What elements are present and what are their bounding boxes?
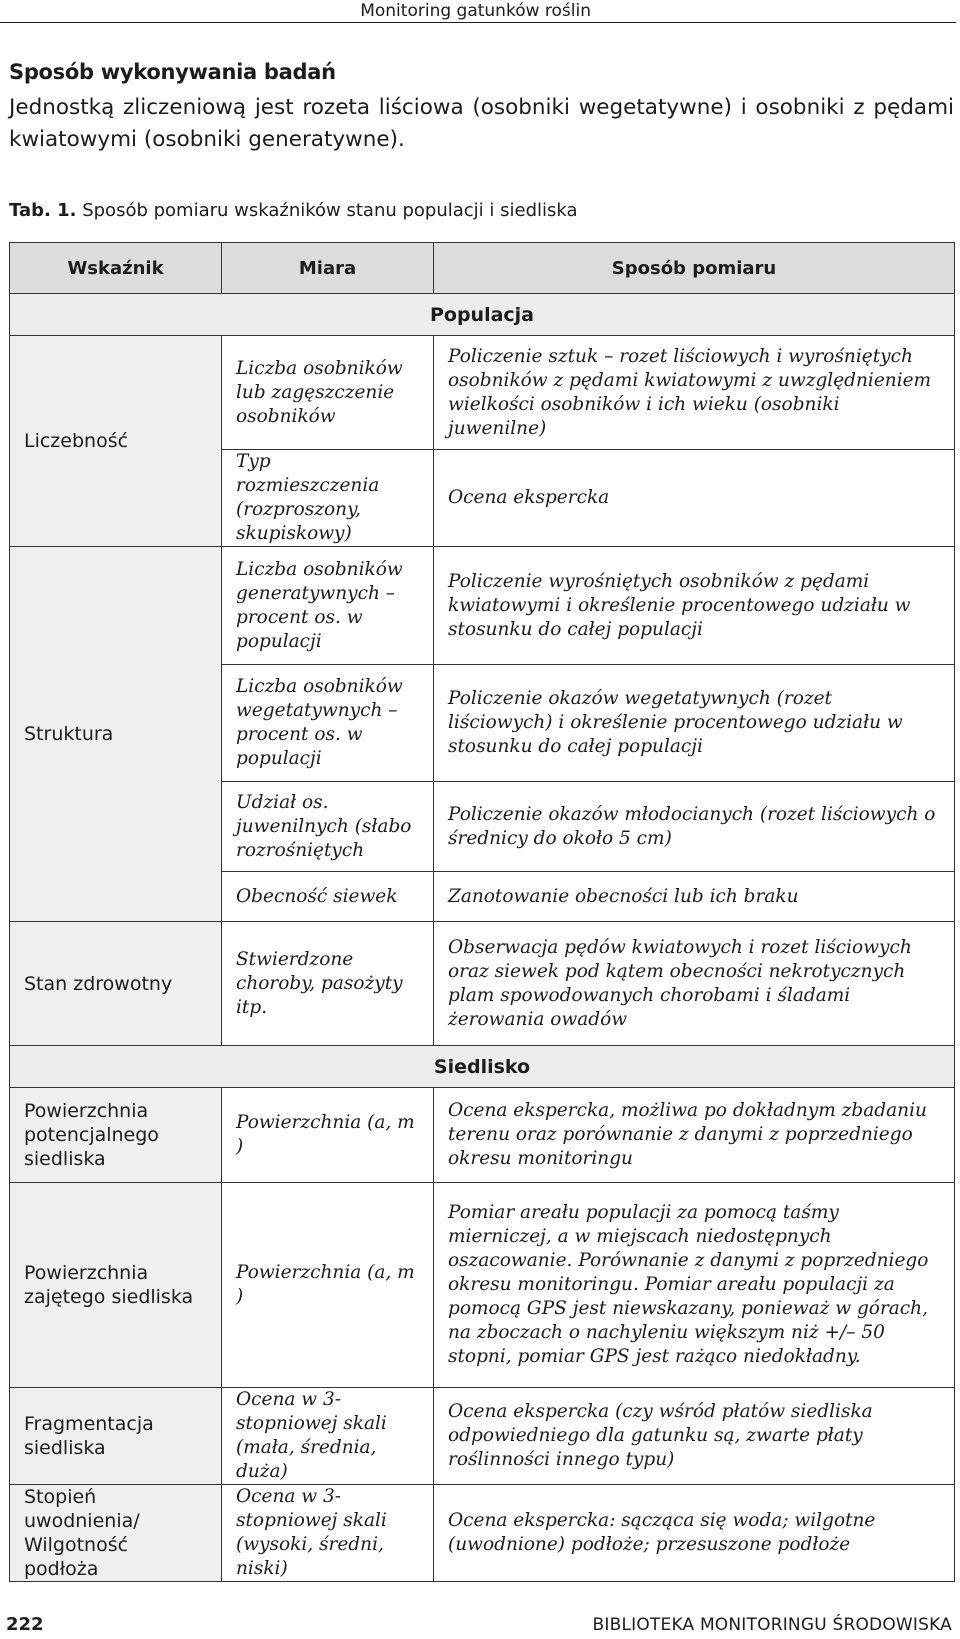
- section-label-populacja: Populacja: [10, 294, 955, 336]
- running-header: [0, 0, 956, 23]
- table-row: [10, 922, 955, 1046]
- section-title: Sposób wykonywania badań: [9, 60, 336, 84]
- method-cell: Zanotowanie obecności lub ich braku: [434, 872, 955, 922]
- measure-cell: Powierzchnia (a, m ): [222, 1088, 434, 1183]
- method-cell: Policzenie sztuk – rozet liściowych i wyrośniętych osobników z pędami kwiatowymi z uwzględnieniem wielkości osobników i ich wieku (osobniki juwenilne): [434, 336, 955, 450]
- method-cell: Ocena ekspercka (czy wśród płatów siedliska odpowiedniego dla gatunku są, zwarte płaty roślinności innego typu): [434, 1388, 955, 1485]
- section-label-siedlisko: Siedlisko: [10, 1046, 955, 1088]
- indicator-liczebnosc: Liczebność: [10, 336, 222, 547]
- measure-cell: Ocena w 3-stopniowej skali (wysoki, średni, niski): [222, 1485, 434, 1582]
- indicator-stan-zdrowotny: Stan zdrowotny: [10, 922, 222, 1046]
- method-cell: Obserwacja pędów kwiatowych i rozet liściowych oraz siewek pod kątem obecności nekrotycznych plam spowodowanych chorobami i śladami żerowania owadów: [434, 922, 955, 1046]
- table-row: [10, 1183, 955, 1388]
- measure-cell: Liczba osobników wegetatywnych – procent os. w populacji: [222, 665, 434, 782]
- table-caption-text: Sposób pomiaru wskaźników stanu populacji i siedliska: [82, 200, 578, 221]
- intro-paragraph: Jednostką zliczeniową jest rozeta liściowa (osobniki wegetatywne) i osobniki z pędami kwiatowymi (osobniki generatywne).: [9, 95, 954, 152]
- measure-cell: Udział os. juwenilnych (słabo rozrośniętych: [222, 782, 434, 872]
- table-row: [10, 336, 955, 450]
- table-caption-label: Tab. 1.: [9, 200, 77, 221]
- section-row-siedlisko: [10, 1046, 955, 1088]
- measure-cell: Stwierdzone choroby, pasożyty itp.: [222, 922, 434, 1046]
- method-cell: Policzenie okazów młodocianych (rozet liściowych o średnicy do około 5 cm): [434, 782, 955, 872]
- method-cell: Ocena ekspercka: [434, 450, 955, 547]
- measure-cell: Liczba osobników generatywnych – procent os. w populacji: [222, 547, 434, 665]
- measure-cell: Typ rozmieszczenia (rozproszony, skupiskowy): [222, 450, 434, 547]
- table-caption: [9, 200, 578, 221]
- page-number: 222: [6, 1614, 44, 1635]
- method-cell: Ocena ekspercka: sącząca się woda; wilgotne (uwodnione) podłoże; przesuszone podłoże: [434, 1485, 955, 1582]
- header-wskaznik: Wskaźnik: [10, 243, 222, 294]
- section-row-populacja: [10, 294, 955, 336]
- indicator-fragmentacja-siedliska: Fragmentacja siedliska: [10, 1388, 222, 1485]
- method-cell: Policzenie wyrośniętych osobników z pędami kwiatowymi i określenie procentowego udziału w stosunku do całej populacji: [434, 547, 955, 665]
- measure-cell: Obecność siewek: [222, 872, 434, 922]
- running-title: Monitoring gatunków roślin: [360, 1, 591, 21]
- header-miara: Miara: [222, 243, 434, 294]
- measure-cell: Ocena w 3-stopniowej skali (mała, średnia, duża): [222, 1388, 434, 1485]
- table-row: [10, 1485, 955, 1582]
- measure-cell: Liczba osobników lub zagęszczenie osobników: [222, 336, 434, 450]
- indicator-powierzchnia-zajetego-siedliska: Powierzchnia zajętego siedliska: [10, 1183, 222, 1388]
- table-row: [10, 1388, 955, 1485]
- table-row: [10, 1088, 955, 1183]
- method-cell: Pomiar areału populacji za pomocą taśmy mierniczej, a w miejscach niedostępnych oszacowanie. Porównanie z danymi z poprzedniego okresu monitoringu. Pomiar areału populacji za pomocą GPS jest niewskazany, ponieważ w górach, na zboczach o nachyleniu większym niż +/– 50 stopni, pomiar GPS jest rażąco niedokładny.: [434, 1183, 955, 1388]
- indicator-struktura: Struktura: [10, 547, 222, 922]
- method-cell: Ocena ekspercka, możliwa po dokładnym zbadaniu terenu oraz porównanie z danymi z poprzedniego okresu monitoringu: [434, 1088, 955, 1183]
- method-cell: Policzenie okazów wegetatywnych (rozet liściowych) i określenie procentowego udziału w stosunku do całej populacji: [434, 665, 955, 782]
- measure-cell: Powierzchnia (a, m ): [222, 1183, 434, 1388]
- indicator-stopien-uwodnienia: Stopień uwodnienia/ Wilgotność podłoża: [10, 1485, 222, 1582]
- table-header-row: [10, 243, 955, 294]
- table-row: [10, 547, 955, 665]
- header-sposob-pomiaru: Sposób pomiaru: [434, 243, 955, 294]
- indicators-table: [9, 242, 955, 1582]
- indicator-powierzchnia-potencjalnego-siedliska: Powierzchnia potencjalnego siedliska: [10, 1088, 222, 1183]
- series-title: BIBLIOTEKA MONITORINGU ŚRODOWISKA: [592, 1615, 952, 1635]
